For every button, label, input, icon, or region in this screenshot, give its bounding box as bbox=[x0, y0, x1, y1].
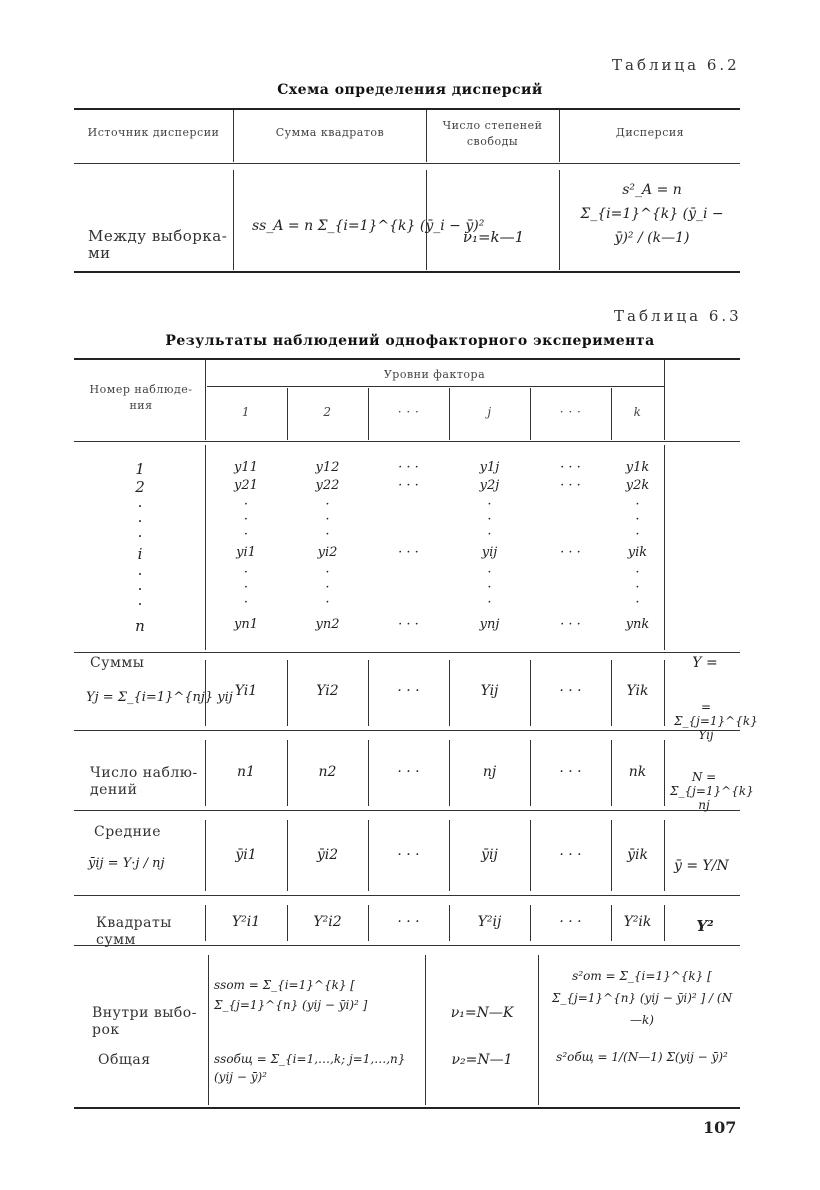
means-label: Средние bbox=[94, 824, 162, 840]
sums-formula: Yj = Σ_{i=1}^{nj} yij bbox=[86, 690, 233, 705]
means-value: ȳi2 bbox=[316, 847, 339, 863]
table-6-3-top-rule bbox=[74, 358, 740, 360]
row-number: · bbox=[137, 565, 143, 583]
obs-cell: y22 bbox=[315, 478, 340, 493]
table-6-2-title: Схема определения дисперсий bbox=[277, 82, 543, 98]
row-number: · bbox=[137, 595, 143, 613]
t62-vline-2 bbox=[426, 110, 427, 162]
obs-cell: · bbox=[487, 565, 492, 580]
obs-cell: · · · bbox=[398, 460, 419, 475]
obs-cell: · bbox=[325, 512, 330, 527]
t63-hdr-vline-right bbox=[664, 360, 665, 440]
obs-cell: · bbox=[243, 580, 249, 595]
obs-cell: ynj bbox=[479, 617, 500, 632]
counts-divider bbox=[664, 740, 665, 806]
sums-value: · · · bbox=[397, 683, 420, 699]
obs-cell: · bbox=[325, 580, 330, 595]
t62-vline-1 bbox=[233, 110, 234, 162]
squares-value: Y²ij bbox=[477, 914, 502, 930]
obs-cell: · · · bbox=[560, 460, 581, 475]
obs-cell: · · · bbox=[560, 478, 581, 493]
within-label: Внутри выбо-рок bbox=[92, 1005, 197, 1038]
t63-bottom-vline-3 bbox=[538, 955, 539, 1105]
obs-cell: · · · bbox=[398, 545, 419, 560]
means-divider bbox=[664, 820, 665, 891]
row-number: n bbox=[135, 617, 145, 635]
means-total: ȳ̄ = Y/N bbox=[674, 858, 729, 874]
sums-value: Yi1 bbox=[234, 683, 258, 699]
sums-value: Yi2 bbox=[316, 683, 339, 699]
counts-value: nj bbox=[482, 764, 497, 780]
row-number: · bbox=[137, 580, 143, 598]
squares-label: Квадраты сумм bbox=[96, 915, 172, 948]
counts-bottom-rule bbox=[74, 810, 740, 811]
counts-value: · · · bbox=[397, 764, 420, 780]
t62-header-sum: Сумма квадратов bbox=[275, 126, 385, 139]
obs-cell: yij bbox=[481, 545, 498, 560]
squares-total: Y² bbox=[696, 917, 714, 935]
sums-value: Yik bbox=[626, 683, 649, 699]
obs-cell: yik bbox=[627, 545, 648, 560]
obs-cell: · · · bbox=[398, 617, 419, 632]
obs-cell: yi1 bbox=[236, 545, 256, 560]
row-number: 1 bbox=[135, 460, 145, 478]
obs-cell: · · · bbox=[560, 617, 581, 632]
t62-dispersion-formula: s²_A = n Σ_{i=1}^{k} (ȳ_i − ȳ̄)² / (k—1) bbox=[580, 182, 724, 246]
sums-total: = Σ_{j=1}^{k} Yij bbox=[674, 700, 758, 742]
means-value: ȳij bbox=[481, 847, 498, 863]
obs-cell: · bbox=[243, 527, 249, 542]
table-6-2-caption: Таблица 6.2 bbox=[612, 56, 740, 74]
page-number: 107 bbox=[703, 1118, 737, 1137]
total-sum: ssобщ = Σ_{i=1,…,k; j=1,…,n} (yij − ȳ̄)² bbox=[214, 1052, 406, 1084]
counts-value: nk bbox=[628, 764, 647, 780]
table-6-3-title: Результаты наблюдений однофакторного эксперимента bbox=[165, 333, 655, 349]
t62-sum-formula: ss_A = n Σ_{i=1}^{k} (ȳ_i − ȳ̄)² bbox=[252, 218, 485, 234]
means-bottom-rule bbox=[74, 895, 740, 896]
obs-cell: y2j bbox=[479, 478, 500, 493]
obs-cell: y2k bbox=[625, 478, 650, 493]
t62-vline-6 bbox=[559, 170, 560, 270]
t63-group-rule bbox=[207, 386, 664, 387]
level-label: 1 bbox=[241, 405, 251, 419]
squares-value: Y²i1 bbox=[231, 914, 261, 930]
t63-header-bottom-rule bbox=[74, 441, 740, 442]
counts-value: n2 bbox=[318, 764, 337, 780]
total-label: Общая bbox=[98, 1052, 151, 1068]
total-dispersion: s²общ = 1/(N—1) Σ(yij − ȳ̄)² bbox=[556, 1050, 728, 1064]
means-value: · · · bbox=[559, 847, 582, 863]
obs-cell: · · · bbox=[560, 545, 581, 560]
row-number: i bbox=[137, 545, 143, 563]
t62-header-dof: Число степеней свободы bbox=[442, 119, 543, 148]
sums-total-top: Y = bbox=[692, 655, 718, 671]
obs-cell: y1k bbox=[625, 460, 650, 475]
squares-value: · · · bbox=[559, 914, 582, 930]
level-label: k bbox=[633, 405, 642, 419]
row-number: 2 bbox=[135, 478, 145, 496]
obs-cell: yi2 bbox=[317, 545, 338, 560]
level-label: · · · bbox=[397, 405, 420, 419]
t62-vline-3 bbox=[559, 110, 560, 162]
t63-obs-bottom-rule bbox=[74, 652, 740, 653]
means-value: ȳik bbox=[627, 847, 648, 863]
table-6-2-top-rule bbox=[74, 108, 740, 110]
squares-value: · · · bbox=[397, 914, 420, 930]
table-6-3-caption: Таблица 6.3 bbox=[614, 307, 742, 325]
t62-header-dispersion: Дисперсия bbox=[615, 126, 685, 139]
obs-cell: · bbox=[487, 512, 492, 527]
level-label: j bbox=[487, 405, 492, 419]
counts-total: N = Σ_{j=1}^{k} nj bbox=[670, 770, 754, 812]
t62-vline-4 bbox=[233, 170, 234, 270]
total-dof: ν₂=N—1 bbox=[451, 1052, 513, 1068]
obs-cell: · bbox=[635, 512, 640, 527]
level-label: · · · bbox=[559, 405, 582, 419]
obs-cell: y1j bbox=[479, 460, 500, 475]
obs-cell: · bbox=[487, 497, 492, 512]
obs-cell: · bbox=[325, 595, 330, 610]
obs-cell: · bbox=[635, 497, 640, 512]
t62-header-rule bbox=[74, 163, 740, 164]
counts-label: Число наблю-дений bbox=[90, 765, 198, 798]
obs-cell: · bbox=[487, 595, 492, 610]
t62-dof: ν₁=k—1 bbox=[462, 228, 525, 246]
t63-bottom-vline-1 bbox=[208, 955, 209, 1105]
squares-value: Y²ik bbox=[623, 914, 652, 930]
obs-cell: yn1 bbox=[234, 617, 258, 632]
obs-cell: · bbox=[635, 595, 640, 610]
obs-cell: · bbox=[243, 497, 249, 512]
row-number: · bbox=[137, 497, 143, 515]
squares-divider bbox=[664, 905, 665, 941]
means-formula: ȳij = Y·j / nj bbox=[88, 856, 165, 871]
t63-bottom-vline-2 bbox=[425, 955, 426, 1105]
obs-cell: · bbox=[635, 527, 640, 542]
sums-bottom-rule bbox=[74, 730, 740, 731]
row-number: · bbox=[137, 527, 143, 545]
obs-cell: · bbox=[635, 565, 640, 580]
obs-cell: · bbox=[325, 497, 330, 512]
obs-cell: · bbox=[325, 565, 330, 580]
obs-cell: · bbox=[243, 565, 249, 580]
t63-header-group: Уровни фактора bbox=[383, 368, 486, 381]
obs-cell: · bbox=[487, 527, 492, 542]
obs-vline-right bbox=[664, 445, 665, 650]
within-sum: ssот = Σ_{i=1}^{k} [ Σ_{j=1}^{n} (yij − ȳi)² ] bbox=[214, 978, 368, 1012]
t63-header-left: Номер наблюде-ния bbox=[89, 383, 193, 412]
obs-cell: · · · bbox=[398, 478, 419, 493]
sums-divider bbox=[664, 660, 665, 726]
obs-cell: ynk bbox=[625, 617, 650, 632]
within-dispersion: s²от = Σ_{i=1}^{k} [ Σ_{j=1}^{n} (yij − ȳi)² ] / (N—k) bbox=[551, 969, 733, 1027]
obs-cell: yn2 bbox=[315, 617, 340, 632]
sums-value: · · · bbox=[559, 683, 582, 699]
sums-label: Суммы bbox=[90, 655, 145, 671]
obs-cell: y21 bbox=[234, 478, 258, 493]
within-dof: ν₁=N—K bbox=[450, 1005, 514, 1021]
obs-cell: · bbox=[487, 580, 492, 595]
t62-header-source: Источник дисперсии bbox=[87, 126, 220, 139]
table-6-3-bottom-rule bbox=[74, 1107, 740, 1109]
obs-cell: y11 bbox=[234, 460, 258, 475]
counts-value: n1 bbox=[237, 764, 255, 780]
squares-value: Y²i2 bbox=[313, 914, 342, 930]
obs-cell: · bbox=[243, 595, 249, 610]
row-number: · bbox=[137, 512, 143, 530]
obs-cell: · bbox=[243, 512, 249, 527]
means-value: ȳi1 bbox=[235, 847, 257, 863]
counts-value: · · · bbox=[559, 764, 582, 780]
obs-cell: y12 bbox=[315, 460, 340, 475]
obs-cell: · bbox=[635, 580, 640, 595]
table-6-2-bottom-rule bbox=[74, 271, 740, 273]
t62-row-label: Между выборка-ми bbox=[88, 227, 228, 262]
level-label: 2 bbox=[323, 405, 332, 419]
obs-cell: · bbox=[325, 527, 330, 542]
means-value: · · · bbox=[397, 847, 420, 863]
sums-value: Yij bbox=[480, 683, 499, 699]
